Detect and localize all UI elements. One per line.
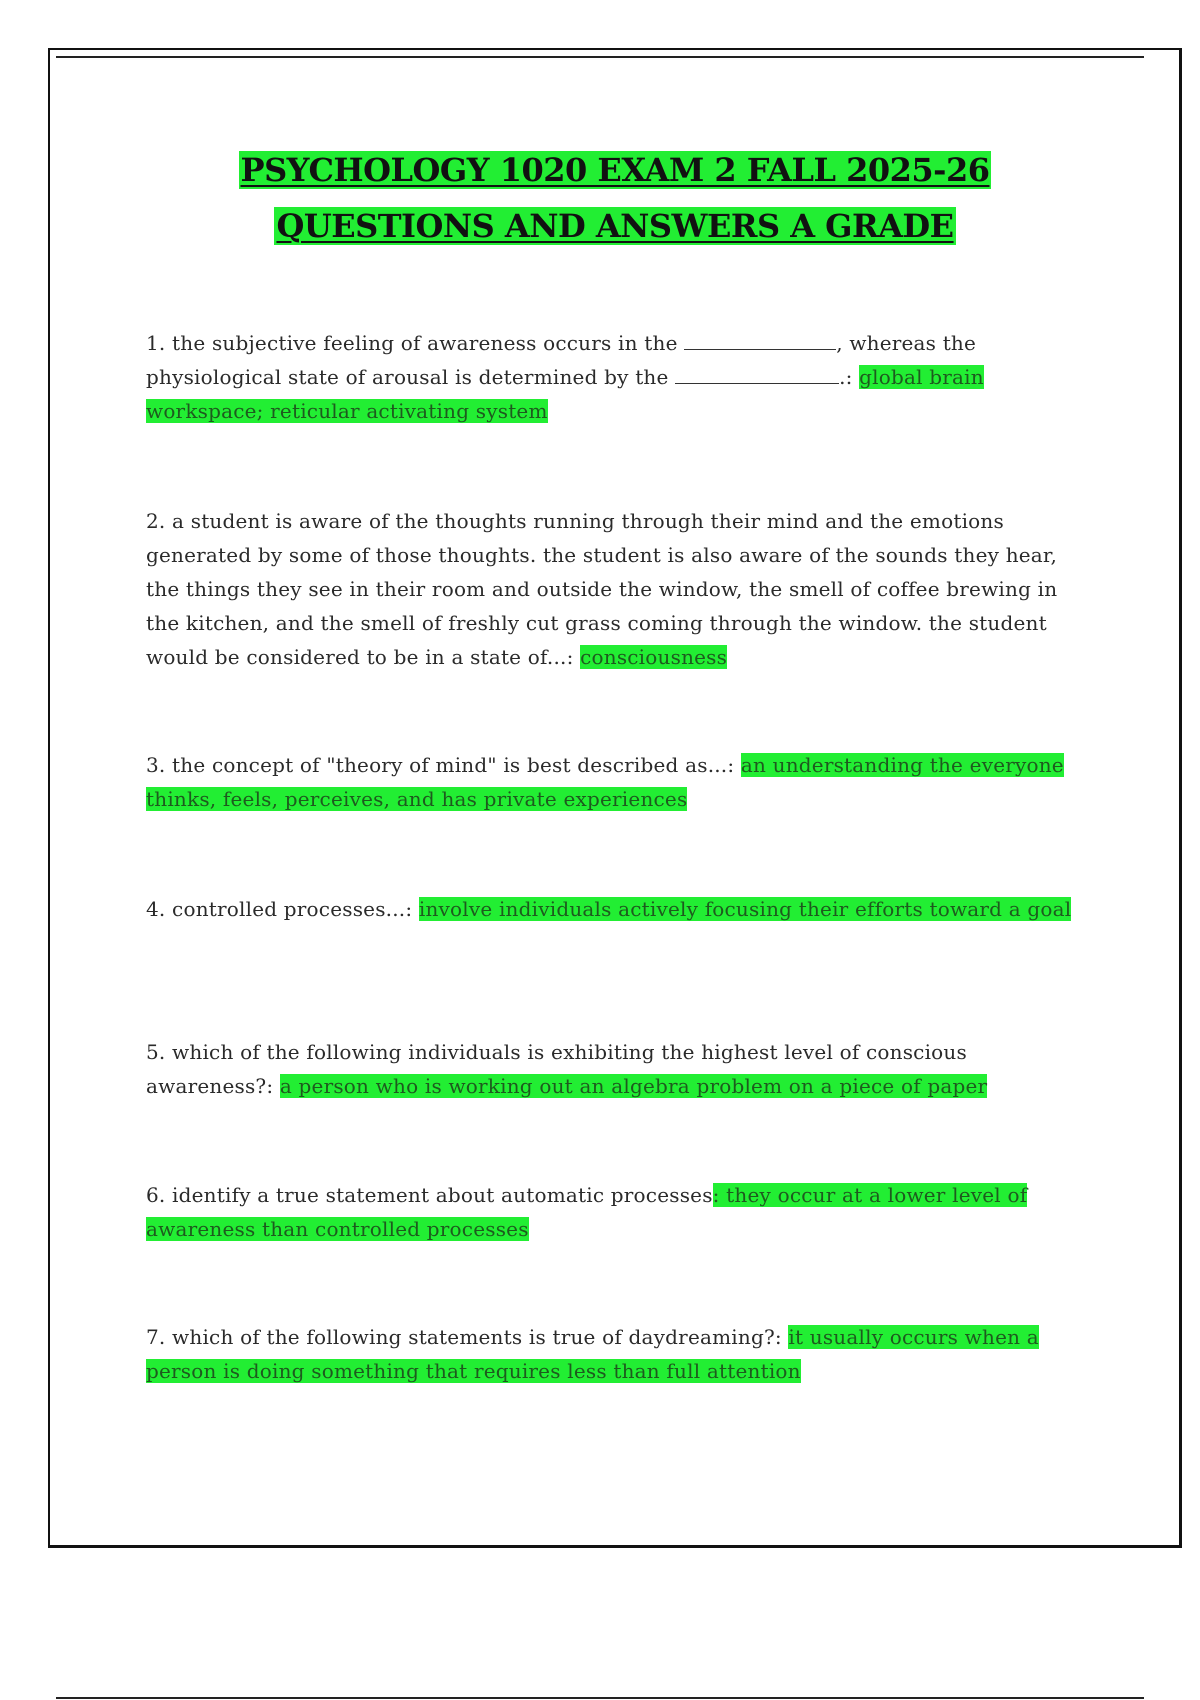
question-text: , whereas the physiological state of arousal is determined by the [146, 331, 977, 389]
question-item [146, 504, 1082, 674]
question-answer: a person who is working out an algebra problem on a piece of paper [279, 1074, 988, 1098]
question-text: .: [839, 365, 853, 389]
title-line-1: PSYCHOLOGY 1020 EXAM 2 FALL 2025-26 [240, 151, 990, 189]
question-number: 7. [146, 1325, 166, 1349]
question-item [146, 326, 1082, 428]
question-answer: consciousness [580, 645, 728, 669]
question-number: 2. [146, 509, 166, 533]
question-item [146, 1320, 1082, 1388]
question-text: which of the following statements is true of daydreaming?: [172, 1325, 782, 1349]
question-text: which of the following individuals is exhibiting the highest level of conscious awareness?: [146, 1040, 967, 1098]
question-text: the concept of "theory of mind" is best described as...: [172, 753, 735, 777]
question-item [146, 1035, 1082, 1103]
question-text: identify a true statement about automatic processes [172, 1183, 713, 1207]
question-number: 1. [146, 331, 166, 355]
bottom-rule [56, 1697, 1144, 1699]
fill-in-blank [684, 329, 836, 350]
question-text: the subjective feeling of awareness occurs in the [172, 331, 678, 355]
title-line-2: QUESTIONS AND ANSWERS A GRADE [276, 207, 954, 245]
question-answer: involve individuals actively focusing their efforts toward a goal [418, 897, 1072, 921]
question-item [146, 748, 1082, 816]
question-text: controlled processes...: [172, 897, 413, 921]
question-number: 6. [146, 1183, 166, 1207]
question-answer: global brain workspace; reticular activating system [146, 365, 984, 423]
question-answer: it usually occurs when a person is doing something that requires less than full attention [146, 1325, 1039, 1383]
question-item [146, 892, 1082, 926]
question-answer: : they occur at a lower level of awareness than controlled processes [146, 1183, 1028, 1241]
question-number: 4. [146, 897, 166, 921]
document-title [48, 142, 1182, 254]
question-text: a student is aware of the thoughts running through their mind and the emotions generated by some of those thoughts. the student is also aware of the sounds they hear, the things they see in their room and outside the window, the smell of coffee brewing in the kitchen, and the smell of freshly cut grass coming through the window. the student would be considered to be in a state of...: [146, 509, 1058, 669]
question-number: 3. [146, 753, 166, 777]
question-item [146, 1178, 1082, 1246]
question-answer: an understanding the everyone thinks, feels, perceives, and has private experiences [146, 753, 1064, 811]
fill-in-blank [675, 363, 839, 384]
question-number: 5. [146, 1040, 166, 1064]
